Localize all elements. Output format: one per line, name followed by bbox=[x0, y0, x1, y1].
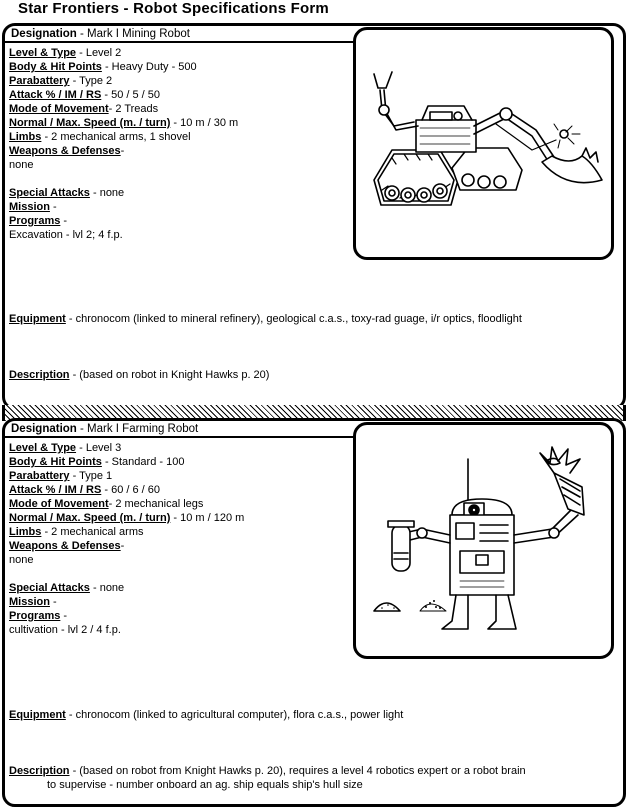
designation-value: - Mark I Mining Robot bbox=[80, 28, 190, 40]
description-value: - (based on robot from Knight Hawks p. 20), requires a level 4 robotics expert or a robot brain bbox=[69, 765, 526, 777]
mission-label: Mission bbox=[9, 596, 50, 608]
parabattery-label: Parabattery bbox=[9, 75, 70, 87]
equipment-value: - chronocom (linked to agricultural computer), flora c.a.s., power light bbox=[65, 709, 404, 721]
designation-bar bbox=[5, 421, 357, 438]
special-label: Special Attacks bbox=[9, 582, 90, 594]
parabattery-label: Parabattery bbox=[9, 470, 70, 482]
limbs-value: - 2 mechanical arms, 1 shovel bbox=[41, 131, 191, 143]
level-type-value: - Level 3 bbox=[76, 442, 122, 454]
equipment-label: Equipment bbox=[9, 709, 66, 721]
equipment-label: Equipment bbox=[9, 313, 66, 325]
programs-detail: Excavation - lvl 2; 4 f.p. bbox=[9, 229, 123, 241]
level-type-label: Level & Type bbox=[9, 47, 77, 59]
designation-label: Designation bbox=[11, 423, 77, 435]
weapons-value: none bbox=[9, 554, 34, 566]
stats-block: Level & Type - Level 2 Body & Hit Points - Heavy Duty - 500 Parabattery - Type 2 Attack % / IM / RS - 50 / 5 / 50 Mode of Movement- 2 Treads Normal / Max. Speed (m. / turn) - 10 m / 30 m Limbs - 2 mechanical arms, 1 shovel Weapons & Defenses- none Special Attacks - none Mission - Programs - Excavation - lvl 2; 4 f.p. bbox=[9, 46, 354, 242]
equipment-line bbox=[9, 708, 403, 722]
speed-label: Normal / Max. Speed (m. / turn) bbox=[9, 117, 171, 129]
designation-value: - Mark I Farming Robot bbox=[80, 423, 199, 435]
programs-label: Programs bbox=[9, 215, 61, 227]
mission-label: Mission bbox=[9, 201, 50, 213]
programs-value: - bbox=[60, 610, 68, 622]
mission-value: - bbox=[49, 201, 57, 213]
equipment-line bbox=[9, 312, 522, 326]
weapons-value: none bbox=[9, 159, 34, 171]
designation-bar bbox=[5, 26, 357, 43]
limbs-label: Limbs bbox=[9, 131, 42, 143]
designation-label: Designation bbox=[11, 28, 77, 40]
weapons-label: Weapons & Defenses bbox=[9, 145, 121, 157]
movement-value: - 2 Treads bbox=[108, 103, 159, 115]
attack-label: Attack % / IM / RS bbox=[9, 89, 102, 101]
movement-value: - 2 mechanical legs bbox=[108, 498, 204, 510]
level-type-label: Level & Type bbox=[9, 442, 77, 454]
robot-card-mining bbox=[2, 23, 626, 410]
body-hp-value: - Heavy Duty - 500 bbox=[101, 61, 197, 73]
mission-value: - bbox=[49, 596, 57, 608]
mining-robot-illustration bbox=[353, 27, 614, 260]
description-value: - (based on robot in Knight Hawks p. 20) bbox=[69, 369, 270, 381]
page-title: Star Frontiers - Robot Specifications Form bbox=[18, 0, 329, 17]
programs-detail: cultivation - lvl 2 / 4 f.p. bbox=[9, 624, 121, 636]
description-continuation: to supervise - number onboard an ag. ship equals ship's hull size bbox=[47, 779, 363, 791]
parabattery-value: - Type 1 bbox=[69, 470, 113, 482]
weapons-label: Weapons & Defenses bbox=[9, 540, 121, 552]
limbs-value: - 2 mechanical arms bbox=[41, 526, 144, 538]
body-hp-label: Body & Hit Points bbox=[9, 61, 102, 73]
robot-card-farming bbox=[2, 418, 626, 807]
special-label: Special Attacks bbox=[9, 187, 90, 199]
speed-label: Normal / Max. Speed (m. / turn) bbox=[9, 512, 171, 524]
stats-block: Level & Type - Level 3 Body & Hit Points - Standard - 100 Parabattery - Type 1 Attack % / IM / RS - 60 / 6 / 60 Mode of Movement- 2 mechanical legs Normal / Max. Speed (m. / turn) - 10 m / 120 m Limbs - 2 mechanical arms Weapons & Defenses- none Special Attacks - none Mission - Programs - cultivation - lvl 2 / 4 f.p. bbox=[9, 441, 354, 637]
attack-value: - 50 / 5 / 50 bbox=[101, 89, 160, 101]
body-hp-label: Body & Hit Points bbox=[9, 456, 102, 468]
programs-value: - bbox=[60, 215, 68, 227]
description-label: Description bbox=[9, 765, 70, 777]
movement-label: Mode of Movement bbox=[9, 103, 109, 115]
description-line bbox=[9, 764, 526, 778]
description-label: Description bbox=[9, 369, 70, 381]
speed-value: - 10 m / 30 m bbox=[170, 117, 239, 129]
attack-value: - 60 / 6 / 60 bbox=[101, 484, 160, 496]
special-value: - none bbox=[89, 582, 125, 594]
farming-robot-illustration bbox=[353, 422, 614, 659]
description-line bbox=[9, 368, 269, 382]
programs-label: Programs bbox=[9, 610, 61, 622]
limbs-label: Limbs bbox=[9, 526, 42, 538]
parabattery-value: - Type 2 bbox=[69, 75, 113, 87]
special-value: - none bbox=[89, 187, 125, 199]
attack-label: Attack % / IM / RS bbox=[9, 484, 102, 496]
level-type-value: - Level 2 bbox=[76, 47, 122, 59]
equipment-value: - chronocom (linked to mineral refinery), geological c.a.s., toxy-rad guage, i/r optics, floodlight bbox=[65, 313, 522, 325]
speed-value: - 10 m / 120 m bbox=[170, 512, 245, 524]
body-hp-value: - Standard - 100 bbox=[101, 456, 185, 468]
movement-label: Mode of Movement bbox=[9, 498, 109, 510]
